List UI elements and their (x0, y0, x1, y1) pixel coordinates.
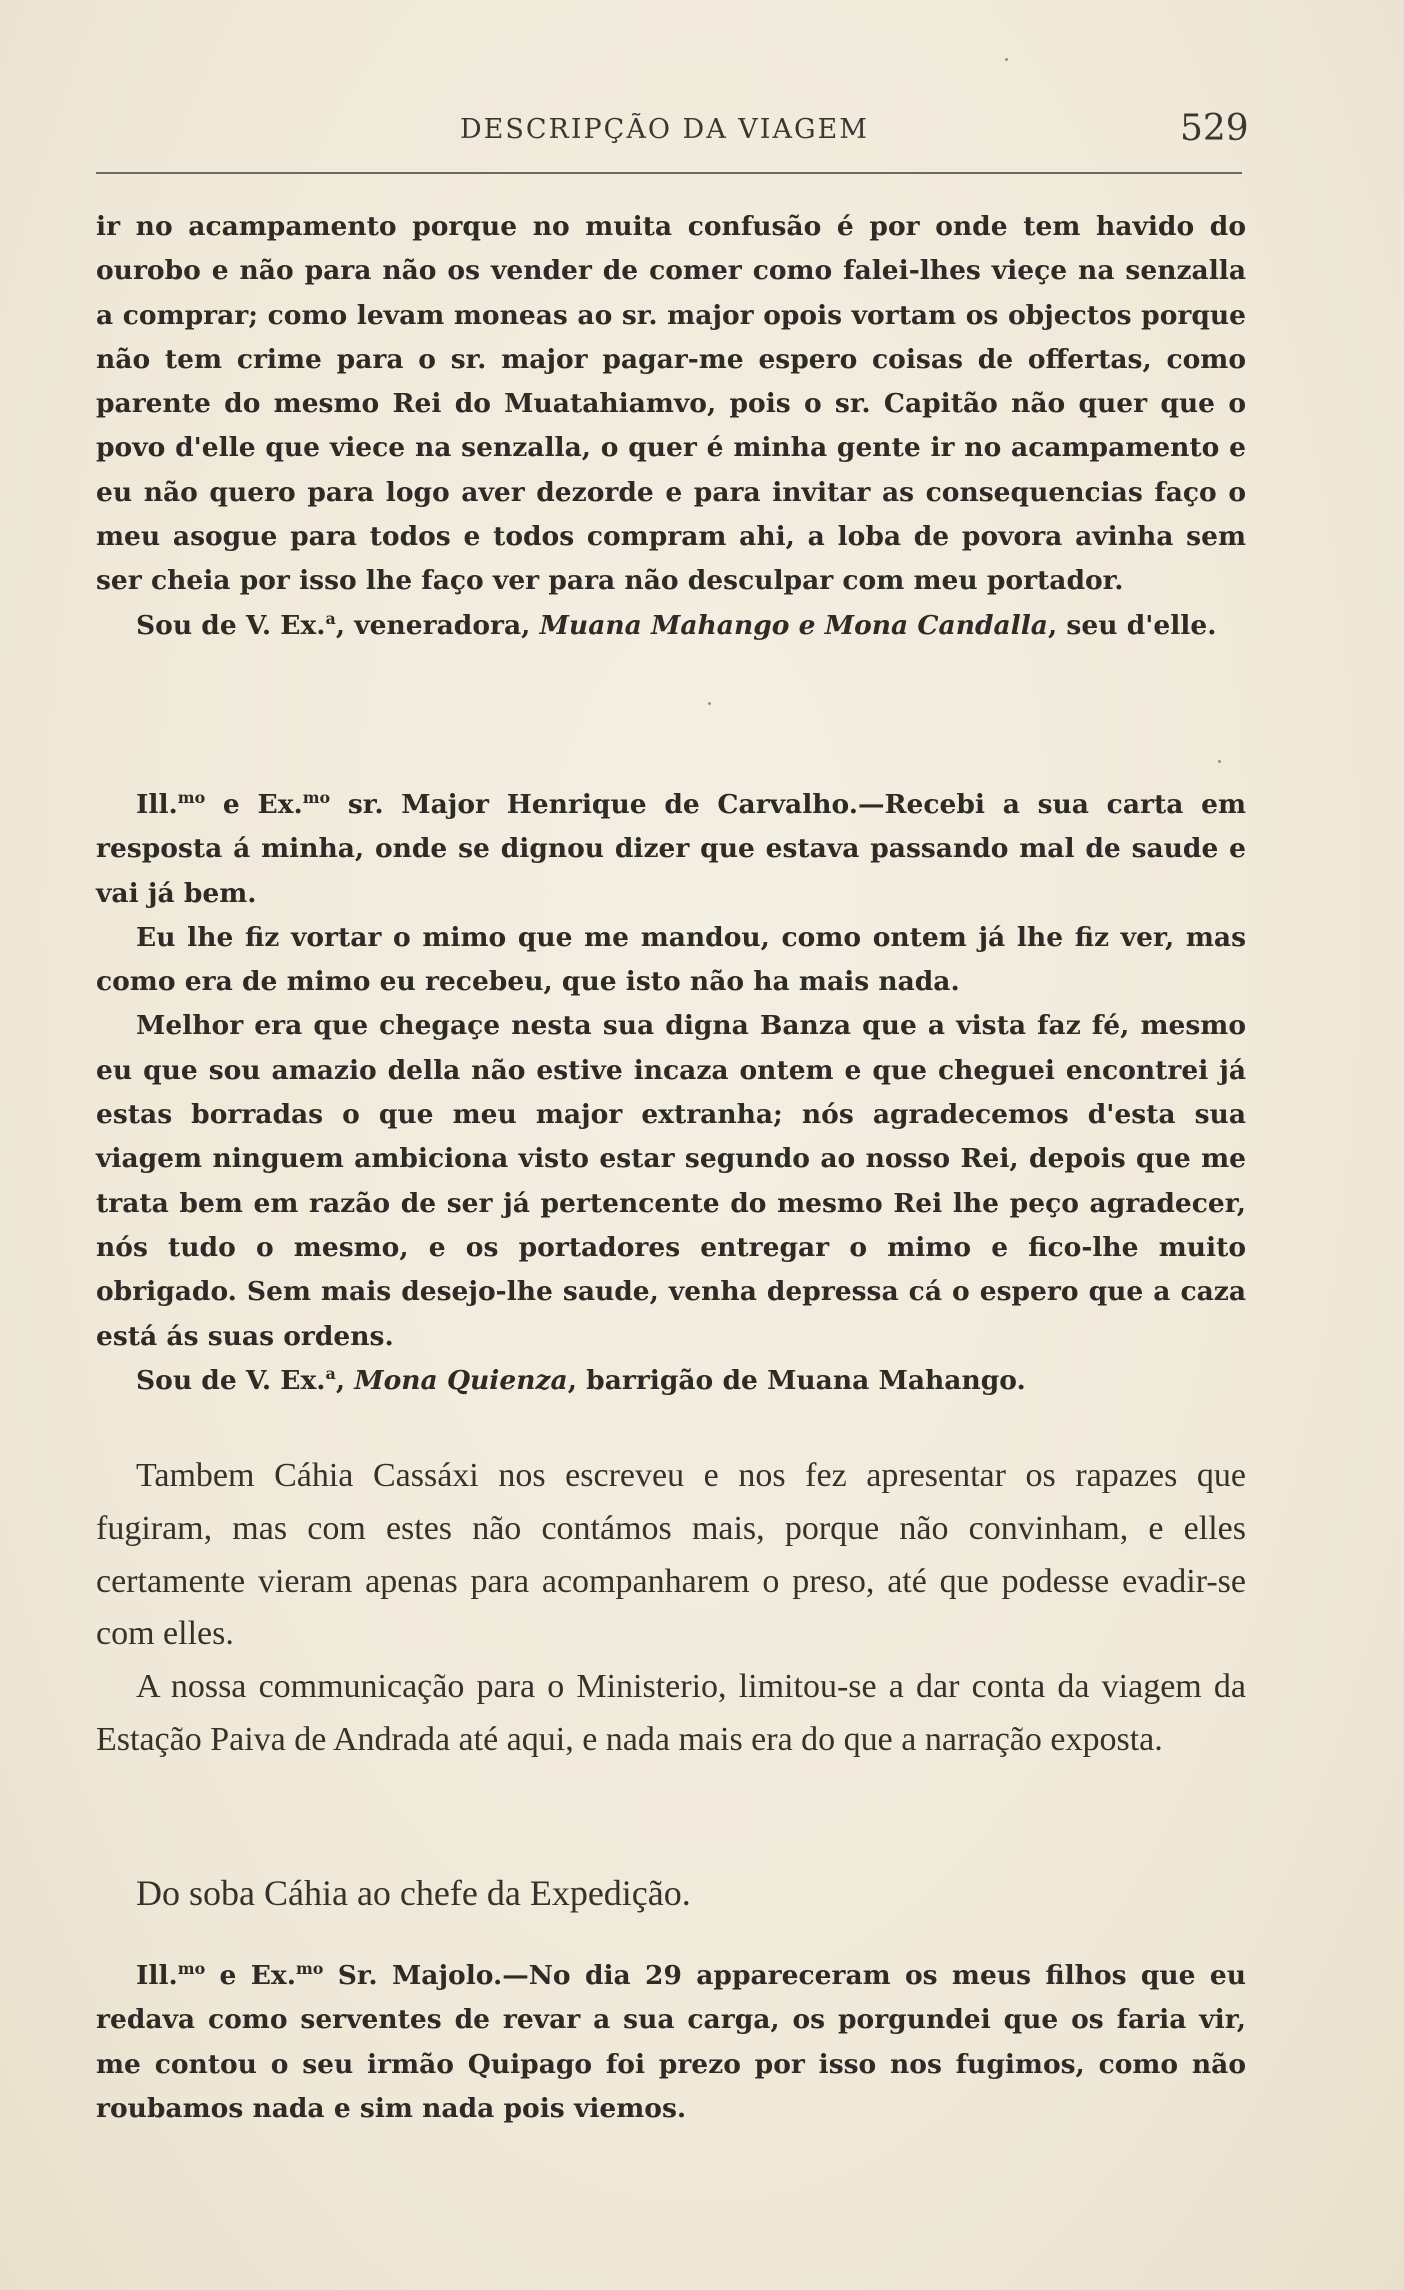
salutation-ill: Ill. (136, 789, 178, 820)
narrative-paragraph-2: A nossa communicação para o Ministerio, limitou-se a dar conta da viagem da Estação Paiva de Andrada até aqui, e nada mais era do que a narração exposta. (96, 1668, 1246, 1758)
signoff-suffix: , seu d'elle. (1047, 609, 1217, 641)
running-header (0, 100, 1404, 160)
letter-2 (96, 783, 1246, 1403)
salutation-rest: sr. Major Henrique de Carvalho.—Recebi a sua carta em resposta á minha, onde se dignou dizer que estava passando mal de saude e vai já bem. (96, 789, 1246, 909)
paper-speck (708, 702, 711, 705)
letter-2-salutation (96, 783, 1246, 916)
section (96, 1872, 1246, 1914)
signoff-prefix: Sou de V. Ex. (136, 1364, 326, 1396)
salutation-and: e Ex. (205, 1960, 296, 1991)
salutation-ill: Ill. (136, 1960, 178, 1991)
letter-2-paragraph-2: Eu lhe fiz vortar o mimo que me mandou, como ontem já lhe fiz ver, mas como era de mimo eu recebeu, que isto não ha mais nada. (96, 921, 1246, 998)
salutation-ill-sup: mo (177, 788, 206, 808)
signoff-names: Muana Mahango e Mona Candalla (539, 609, 1048, 641)
signoff-sup: a (325, 1364, 336, 1384)
running-title: DESCRIPÇÃO DA VIAGEM (460, 114, 869, 145)
narrative (96, 1450, 1246, 1767)
paper-speck (1218, 760, 1221, 763)
salutation-and: e Ex. (205, 789, 303, 820)
page-number: 529 (1180, 108, 1249, 149)
signoff-suffix: , barrigão de Muana Mahango. (567, 1364, 1026, 1396)
salutation-ex-sup: mo (302, 788, 331, 808)
paper-speck (1005, 58, 1008, 61)
letter-3 (96, 1954, 1246, 2131)
letter-1-signoff (96, 604, 1246, 648)
letter-2-signoff (96, 1359, 1246, 1403)
signoff-name: Mona Quienza (354, 1364, 568, 1396)
letter-1 (96, 205, 1246, 648)
letter-1-paragraph: ir no acampamento porque no muita confusão é por onde tem havido do ourobo e não para não os vender de comer como falei-lhes vieçe na senzalla a comprar; como levam moneas ao sr. major opois vortam os objectos porque não tem crime para o sr. major pagar-me espero coisas de offertas, como parente do mesmo Rei do Muatahiamvo, pois o sr. Capitão não quer que o povo d'elle que viece na senzalla, o quer é minha gente ir no acampamento e eu não quero para logo aver dezorde e para invitar as consequencias faço o meu asogue para todos e todos compram ahi, a loba de povora avinha sem ser cheia por isso lhe faço ver para não desculpar com meu portador. (96, 211, 1246, 597)
salutation-rest: Sr. Majolo.—No dia 29 appareceram os meus filhos que eu redava como serventes de revar a sua carga, os porgundei que os faria vir, me contou o seu irmão Quipago foi prezo por isso nos fugimos, como não roubamos nada e sim nada pois viemos. (96, 1960, 1246, 2124)
letter-3-paragraph (96, 1954, 1246, 2131)
signoff-sup: a (325, 608, 336, 628)
header-rule (96, 172, 1242, 174)
signoff-prefix: Sou de V. Ex. (136, 609, 326, 641)
section-heading: Do soba Cáhia ao chefe da Expedição. (136, 1873, 691, 1913)
letter-2-paragraph-3: Melhor era que chegaçe nesta sua digna Banza que a vista faz fé, mesmo eu que sou amazio della não estive incaza ontem e que cheguei encontrei já estas borradas o que meu major extranha; nós agradecemos d'esta sua viagem ninguem ambiciona visto estar segundo ao nosso Rei, depois que me trata bem em razão de ser já pertencente do mesmo Rei lhe peço agradecer, nós tudo o mesmo, e os portadores entregar o mimo e fico-lhe muito obrigado. Sem mais desejo-lhe saude, venha depressa cá o espero que a caza está ás suas ordens. (96, 1010, 1246, 1352)
salutation-ill-sup: mo (177, 1959, 206, 1979)
salutation-ex-sup: mo (295, 1959, 324, 1979)
narrative-paragraph-1: Tambem Cáhia Cassáxi nos escreveu e nos fez apresentar os rapazes que fugiram, mas com estes não contámos mais, porque não convinham, e elles certamente vieram apenas para acompanharem o preso, até que podesse evadir-se com elles. (96, 1457, 1246, 1653)
signoff-middle: , veneradora, (335, 609, 540, 641)
signoff-middle: , (335, 1364, 355, 1396)
